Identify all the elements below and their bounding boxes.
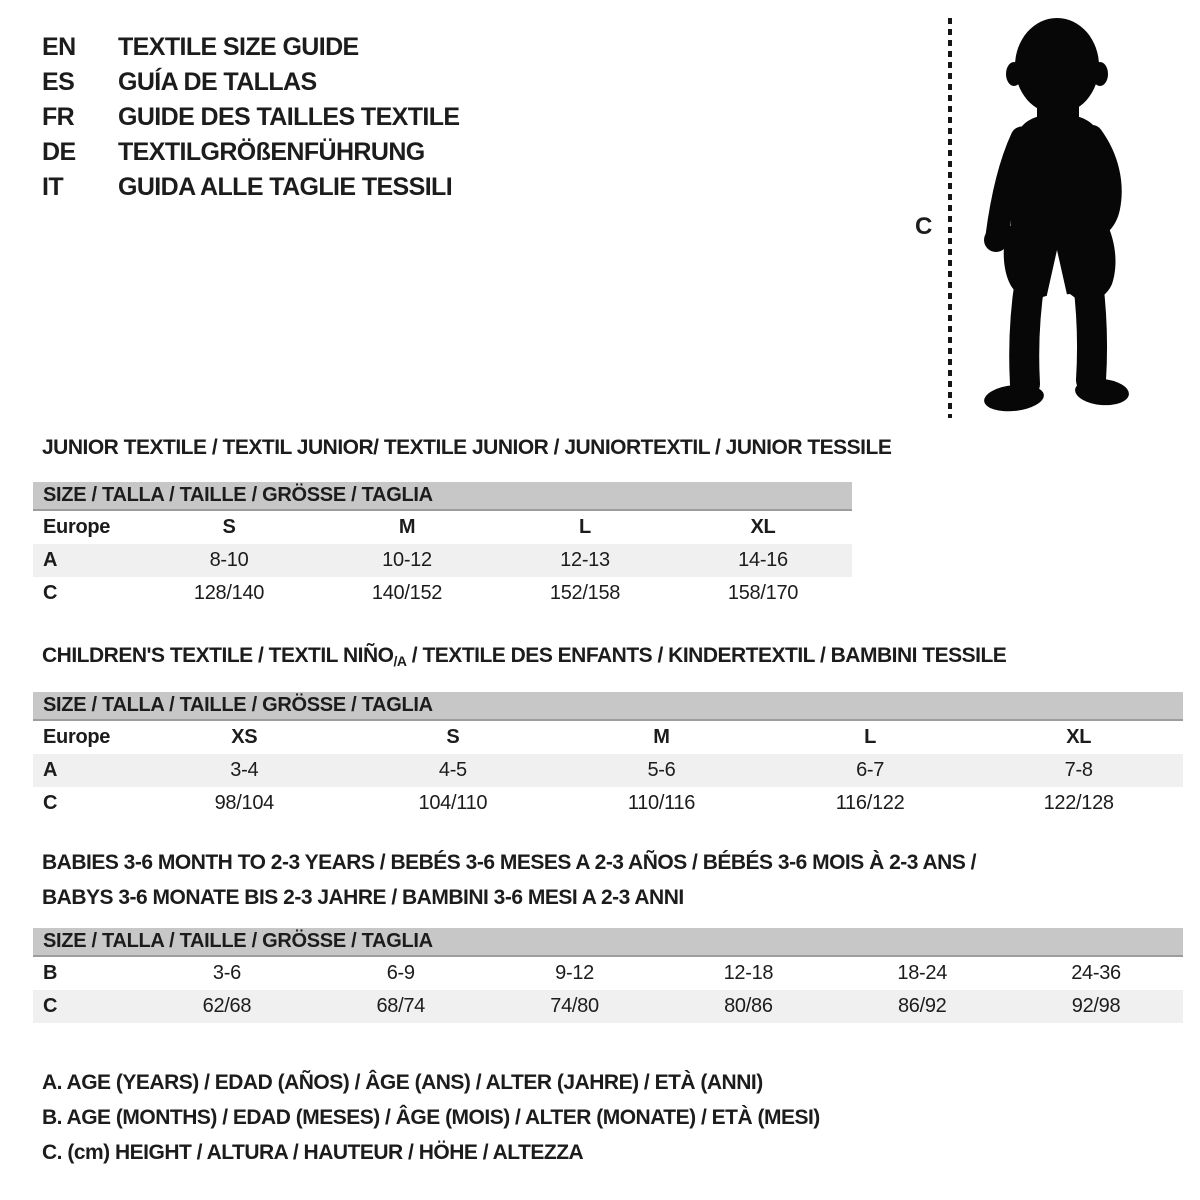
babies-size-table [33, 928, 1183, 1023]
language-code: IT [42, 173, 64, 201]
size-table-header: SIZE / TALLA / TAILLE / GRÖSSE / TAGLIA [33, 482, 852, 511]
value-cell: 80/86 [724, 995, 773, 1017]
babies-section-title-line2: BABYS 3-6 MONATE BIS 2-3 JAHRE / BAMBINI 3-6 MESI A 2-3 ANNI [42, 886, 684, 909]
legend-line-c: C. (cm) HEIGHT / ALTURA / HAUTEUR / HÖHE / ALTEZZA [42, 1141, 584, 1164]
language-row [42, 170, 460, 205]
size-cell: L [864, 726, 877, 748]
guide-title: TEXTILE SIZE GUIDE [118, 33, 359, 61]
size-cell: M [398, 516, 416, 538]
language-code: ES [42, 68, 75, 96]
table-row-months [33, 957, 1183, 990]
value-cell: 4-5 [438, 759, 467, 781]
junior-section-title: JUNIOR TEXTILE / TEXTIL JUNIOR/ TEXTILE JUNIOR / JUNIORTEXTIL / JUNIOR TESSILE [42, 436, 892, 459]
row-label: C [43, 792, 58, 814]
junior-size-table [33, 482, 852, 610]
value-cell: 158/170 [727, 582, 799, 604]
size-cell: XS [231, 726, 258, 748]
size-cell: XL [1066, 726, 1092, 748]
row-label: C [43, 995, 58, 1017]
guide-title: GUÍA DE TALLAS [118, 68, 317, 96]
size-table-header: SIZE / TALLA / TAILLE / GRÖSSE / TAGLIA [33, 692, 1183, 721]
language-code: FR [42, 103, 75, 131]
baby-silhouette-icon [962, 12, 1150, 420]
row-label: A [43, 759, 58, 781]
row-label: Europe [43, 726, 111, 748]
language-code: EN [42, 33, 76, 61]
children-section-title [42, 644, 1006, 669]
table-row-age [33, 754, 1183, 787]
value-cell: 12-18 [723, 962, 774, 984]
guide-title: TEXTILGRÖßENFÜHRUNG [118, 138, 425, 166]
value-cell: 6-7 [856, 759, 885, 781]
value-cell: 10-12 [382, 549, 432, 571]
value-cell: 110/116 [627, 792, 696, 814]
value-cell: 128/140 [193, 582, 265, 604]
row-label: C [43, 582, 58, 604]
table-row-height [33, 990, 1183, 1023]
language-header [42, 30, 460, 205]
language-row [42, 65, 460, 100]
legend-line-a: A. AGE (YEARS) / EDAD (AÑOS) / ÂGE (ANS) / ALTER (JAHRE) / ETÀ (ANNI) [42, 1071, 763, 1094]
children-title-rest: / TEXTILE DES ENFANTS / KINDERTEXTIL / BAMBINI TESSILE [406, 644, 1007, 667]
value-cell: 98/104 [214, 792, 274, 814]
value-cell: 62/68 [202, 995, 252, 1017]
value-cell: 12-13 [560, 549, 610, 571]
children-title-sub: /A [393, 653, 407, 669]
value-cell: 122/128 [1043, 792, 1114, 814]
value-cell: 7-8 [1064, 759, 1093, 781]
table-row-height [33, 577, 852, 610]
children-size-table [33, 692, 1183, 820]
value-cell: 86/92 [897, 995, 947, 1017]
table-row-age [33, 544, 852, 577]
children-title-main: CHILDREN'S TEXTILE / TEXTIL NIÑO [42, 644, 394, 667]
value-cell: 3-4 [230, 759, 259, 781]
value-cell: 140/152 [371, 582, 443, 604]
guide-title: GUIDA ALLE TAGLIE TESSILI [118, 173, 453, 201]
value-cell: 74/80 [550, 995, 599, 1017]
value-cell: 152/158 [549, 582, 621, 604]
language-row [42, 30, 460, 65]
size-table-header: SIZE / TALLA / TAILLE / GRÖSSE / TAGLIA [33, 928, 1183, 957]
value-cell: 68/74 [376, 995, 426, 1017]
row-label: Europe [43, 516, 111, 538]
value-cell: 18-24 [897, 962, 948, 984]
value-cell: 9-12 [555, 962, 594, 984]
size-cell: M [653, 726, 670, 748]
table-row-europe [33, 721, 1183, 754]
table-row-height [33, 787, 1183, 820]
value-cell: 116/122 [835, 792, 905, 814]
value-cell: 6-9 [386, 962, 415, 984]
height-dashed-line [948, 18, 952, 418]
babies-section-title-line1: BABIES 3-6 MONTH TO 2-3 YEARS / BEBÉS 3-6 MESES A 2-3 AÑOS / BÉBÉS 3-6 MOIS À 2-3 ANS / [42, 851, 977, 874]
value-cell: 5-6 [647, 759, 676, 781]
value-cell: 24-36 [1071, 962, 1121, 984]
language-row [42, 100, 460, 135]
size-cell: XL [750, 516, 776, 538]
legend-line-b: B. AGE (MONTHS) / EDAD (MESES) / ÂGE (MOIS) / ALTER (MONATE) / ETÀ (MESI) [42, 1106, 820, 1129]
guide-title: GUIDE DES TAILLES TEXTILE [118, 103, 460, 131]
value-cell: 92/98 [1071, 995, 1121, 1017]
size-cell: L [579, 516, 591, 538]
row-label: B [43, 962, 58, 984]
size-cell: S [446, 726, 460, 748]
value-cell: 8-10 [209, 549, 249, 571]
row-label: A [43, 549, 58, 571]
value-cell: 14-16 [738, 549, 788, 571]
value-cell: 104/110 [418, 792, 488, 814]
language-code: DE [42, 138, 76, 166]
height-measure-label: C [915, 213, 933, 240]
baby-silhouette-svg [962, 12, 1150, 420]
table-row-europe [33, 511, 852, 544]
language-row [42, 135, 460, 170]
value-cell: 3-6 [212, 962, 241, 984]
size-cell: S [222, 516, 236, 538]
